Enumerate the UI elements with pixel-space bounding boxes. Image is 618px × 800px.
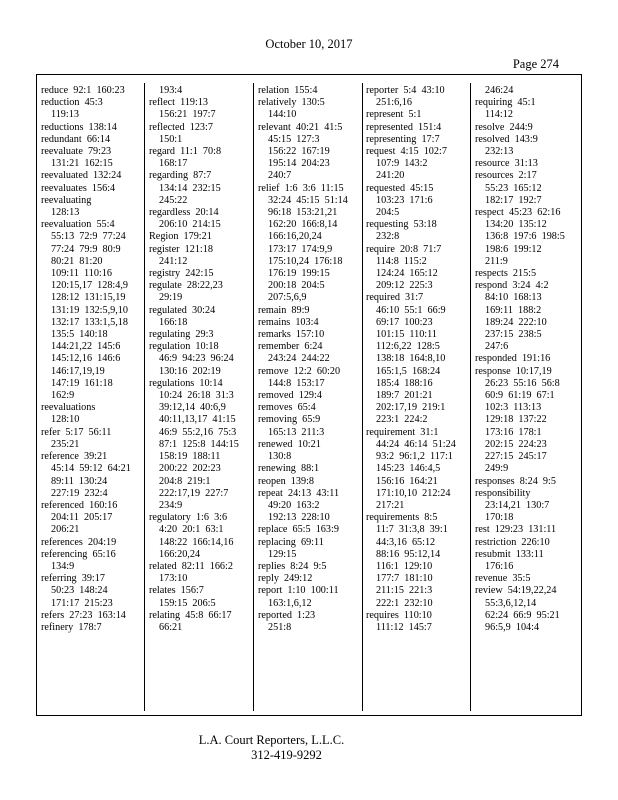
index-line-continuation: 4:20 20:1 63:1 (159, 524, 224, 536)
index-line-continuation: 145:12,16 146:6 (51, 353, 121, 365)
column-divider (470, 83, 471, 711)
index-line-continuation: 96:5,9 104:4 (485, 621, 540, 633)
index-entry: regulation 10:18 (149, 341, 219, 353)
index-entry: reevaluations (41, 402, 96, 414)
index-entry: resource 31:13 (475, 158, 538, 170)
index-line-continuation: 175:10,24 176:18 (268, 255, 343, 267)
index-entry: regulating 29:3 (149, 329, 214, 341)
index-line-continuation: 189:7 201:21 (376, 390, 433, 402)
index-line-continuation: 131:21 162:15 (51, 158, 113, 170)
index-line-continuation: 176:16 (485, 560, 514, 572)
index-line-continuation: 171:17 215:23 (51, 597, 113, 609)
index-line-continuation: 50:23 148:24 (51, 585, 108, 597)
index-line-continuation: 156:22 167:19 (268, 146, 330, 158)
index-entry: resolved 143:9 (475, 133, 538, 145)
index-line-continuation: 170:18 (485, 512, 514, 524)
index-entry: renewed 10:21 (258, 438, 321, 450)
index-column-3 (258, 85, 360, 710)
index-entry: represented 151:4 (366, 121, 442, 133)
index-entry: review 54:19,22,24 (475, 585, 557, 597)
index-line-continuation: 144:8 153:17 (268, 377, 325, 389)
index-line-continuation: 173:16 178:1 (485, 426, 542, 438)
index-entry: reevaluated 132:24 (41, 170, 122, 182)
index-line-continuation: 134:14 232:15 (159, 182, 221, 194)
index-line-continuation: 120:15,17 128:4,9 (51, 280, 128, 292)
index-entry: removed 129:4 (258, 390, 322, 402)
index-line-continuation: 132:17 133:1,5,18 (51, 316, 128, 328)
index-entry: reporter 5:4 43:10 (366, 85, 445, 96)
index-line-continuation: 232:8 (376, 231, 400, 243)
index-line-continuation: 45:15 127:3 (268, 133, 320, 145)
index-line-continuation: 10:24 26:18 31:3 (159, 390, 234, 402)
index-line-continuation: 156:16 164:21 (376, 475, 438, 487)
index-line-continuation: 171:10,10 212:24 (376, 487, 451, 499)
index-line-continuation: 130:8 (268, 451, 292, 463)
index-entry: resources 2:17 (475, 170, 537, 182)
index-line-continuation: 146:17,19,19 (51, 365, 105, 377)
index-line-continuation: 60:9 61:19 67:1 (485, 390, 555, 402)
index-line-continuation: 156:21 197:7 (159, 109, 216, 121)
index-line-continuation: 148:22 166:14,16 (159, 536, 234, 548)
index-line-continuation: 129:18 137:22 (485, 414, 547, 426)
index-entry: repeat 24:13 43:11 (258, 487, 340, 499)
footer-phone: 312-419-9292 (251, 748, 322, 762)
index-line-continuation: 204:5 (376, 207, 400, 219)
index-entry: reference 39:21 (41, 451, 108, 463)
index-line-continuation: 168:17 (159, 158, 188, 170)
index-line-continuation: 246:24 (485, 85, 514, 96)
index-line-continuation: 45:14 59:12 64:21 (51, 463, 131, 475)
index-line-continuation: 145:23 146:4,5 (376, 463, 441, 475)
index-entry: reduce 92:1 160:23 (41, 85, 125, 96)
index-line-continuation: 166:20,24 (159, 548, 201, 560)
index-line-continuation: 237:15 238:5 (485, 329, 542, 341)
index-entry: reflect 119:13 (149, 97, 209, 109)
index-entry: renewing 88:1 (258, 463, 320, 475)
index-entry: registry 242:15 (149, 268, 214, 280)
index-line-continuation: 124:24 165:12 (376, 268, 438, 280)
index-line-continuation: 176:19 199:15 (268, 268, 330, 280)
index-line-continuation: 89:11 130:24 (51, 475, 108, 487)
index-entry: responded 191:16 (475, 353, 551, 365)
index-entry: respects 215:5 (475, 268, 537, 280)
index-line-continuation: 204:8 219:1 (159, 475, 211, 487)
index-entry: regard 11:1 70:8 (149, 146, 222, 158)
index-line-continuation: 46:10 55:1 66:9 (376, 304, 446, 316)
index-column-2 (149, 85, 252, 710)
index-line-continuation: 249:9 (485, 463, 509, 475)
index-entry: requesting 53:18 (366, 219, 437, 231)
index-entry: regulated 30:24 (149, 304, 216, 316)
index-entry: references 204:19 (41, 536, 117, 548)
index-entry: represent 5:1 (366, 109, 422, 121)
index-entry: referring 39:17 (41, 573, 105, 585)
index-entry: reductions 138:14 (41, 121, 117, 133)
index-entry: representing 17:7 (366, 133, 440, 145)
index-column-1 (41, 85, 142, 710)
index-line-continuation: 102:3 113:13 (485, 402, 542, 414)
index-line-continuation: 32:24 45:15 51:14 (268, 194, 348, 206)
index-entry: refers 27:23 163:14 (41, 609, 126, 621)
index-line-continuation: 195:14 204:23 (268, 158, 330, 170)
index-line-continuation: 166:18 (159, 316, 188, 328)
index-line-continuation: 223:1 224:2 (376, 414, 428, 426)
index-line-continuation: 55:23 165:12 (485, 182, 542, 194)
index-line-continuation: 96:18 153:21,21 (268, 207, 338, 219)
index-entry: required 31:7 (366, 292, 424, 304)
index-line-continuation: 101:15 110:11 (376, 329, 437, 341)
index-entry: Region 179:21 (149, 231, 212, 243)
index-line-continuation: 136:8 197:6 198:5 (485, 231, 565, 243)
index-entry: requires 110:10 (366, 609, 432, 621)
column-divider (144, 83, 145, 711)
index-line-continuation: 166:16,20,24 (268, 231, 322, 243)
index-line-continuation: 23:14,21 130:7 (485, 499, 550, 511)
index-line-continuation: 200:22 202:23 (159, 463, 221, 475)
index-entry: removes 65:4 (258, 402, 316, 414)
index-column-4 (366, 85, 469, 710)
index-line-continuation: 251:6,16 (376, 97, 412, 109)
index-line-continuation: 182:17 192:7 (485, 194, 542, 206)
index-line-continuation: 77:24 79:9 80:9 (51, 243, 121, 255)
index-line-continuation: 204:11 205:17 (51, 512, 113, 524)
index-entry: register 121:18 (149, 243, 213, 255)
index-entry: regardless 20:14 (149, 207, 219, 219)
index-line-continuation: 116:1 129:10 (376, 560, 433, 572)
index-entry: relation 155:4 (258, 85, 318, 96)
page-number: Page 274 (512, 57, 559, 71)
index-line-continuation: 159:15 206:5 (159, 597, 216, 609)
index-line-continuation: 165:1,5 168:24 (376, 365, 441, 377)
index-line-continuation: 147:19 161:18 (51, 377, 113, 389)
index-entry: remarks 157:10 (258, 329, 325, 341)
index-line-continuation: 112:6,22 128:5 (376, 341, 440, 353)
index-entry: referenced 160:16 (41, 499, 118, 511)
index-line-continuation: 69:17 100:23 (376, 316, 433, 328)
index-entry: relevant 40:21 41:5 (258, 121, 343, 133)
index-line-continuation: 162:20 166:8,14 (268, 219, 338, 231)
index-entry: regulatory 1:6 3:6 (149, 512, 228, 524)
index-entry: responsibility (475, 487, 531, 499)
index-entry: relatively 130:5 (258, 97, 325, 109)
index-line-continuation: 206:21 (51, 524, 80, 536)
index-entry: refer 5:17 56:11 (41, 426, 112, 438)
index-entry: resolve 244:9 (475, 121, 533, 133)
index-line-continuation: 103:23 171:6 (376, 194, 433, 206)
index-entry: referencing 65:16 (41, 548, 116, 560)
index-line-continuation: 138:18 164:8,10 (376, 353, 446, 365)
index-line-continuation: 44:3,16 65:12 (376, 536, 436, 548)
index-line-continuation: 46:9 55:2,16 75:3 (159, 426, 237, 438)
index-line-continuation: 111:12 145:7 (376, 621, 432, 633)
index-entry: reevaluating (41, 194, 92, 206)
index-entry: response 10:17,19 (475, 365, 552, 377)
index-line-continuation: 173:10 (159, 573, 188, 585)
index-line-continuation: 131:19 132:5,9,10 (51, 304, 128, 316)
index-line-continuation: 177:7 181:10 (376, 573, 433, 585)
index-line-continuation: 119:13 (51, 109, 79, 121)
index-entry: replace 65:5 163:9 (258, 524, 339, 536)
index-line-continuation: 107:9 143:2 (376, 158, 428, 170)
index-line-continuation: 128:10 (51, 414, 80, 426)
index-entry: relating 45:8 66:17 (149, 609, 232, 621)
index-line-continuation: 80:21 81:20 (51, 255, 103, 267)
index-line-continuation: 39:12,14 40:6,9 (159, 402, 226, 414)
index-line-continuation: 163:1,6,12 (268, 597, 312, 609)
index-line-continuation: 66:21 (159, 621, 183, 633)
index-entry: rest 129:23 131:11 (475, 524, 557, 536)
index-line-continuation: 150:1 (159, 133, 183, 145)
index-line-continuation: 169:11 188:2 (485, 304, 542, 316)
index-line-continuation: 211:15 221:3 (376, 585, 433, 597)
index-entry: relates 156:7 (149, 585, 204, 597)
index-line-continuation: 240:7 (268, 170, 292, 182)
index-line-continuation: 84:10 168:13 (485, 292, 542, 304)
index-line-continuation: 44:24 46:14 51:24 (376, 438, 456, 450)
column-divider (253, 83, 254, 711)
index-entry: requiring 45:1 (475, 97, 536, 109)
index-line-continuation: 200:18 204:5 (268, 280, 325, 292)
index-line-continuation: 207:5,6,9 (268, 292, 307, 304)
index-column-5 (475, 85, 579, 710)
index-line-continuation: 87:1 125:8 144:15 (159, 438, 239, 450)
index-line-continuation: 26:23 55:16 56:8 (485, 377, 560, 389)
index-entry: revenue 35:5 (475, 573, 531, 585)
index-entry: reflected 123:7 (149, 121, 213, 133)
index-line-continuation: 227:15 245:17 (485, 451, 547, 463)
index-entry: remain 89:9 (258, 304, 310, 316)
index-line-continuation: 241:20 (376, 170, 405, 182)
index-line-continuation: 40:11,13,17 41:15 (159, 414, 236, 426)
index-line-continuation: 209:12 225:3 (376, 280, 433, 292)
index-line-continuation: 247:6 (485, 341, 509, 353)
index-entry: respond 3:24 4:2 (475, 280, 549, 292)
index-line-continuation: 109:11 110:16 (51, 268, 112, 280)
index-entry: remove 12:2 60:20 (258, 365, 341, 377)
index-entry: respect 45:23 62:16 (475, 207, 561, 219)
index-entry: regarding 87:7 (149, 170, 212, 182)
index-entry: resubmit 133:11 (475, 548, 544, 560)
index-line-continuation: 232:13 (485, 146, 514, 158)
index-line-continuation: 193:4 (159, 85, 183, 96)
index-entry: reevaluates 156:4 (41, 182, 116, 194)
index-line-continuation: 135:5 140:18 (51, 329, 108, 341)
index-line-continuation: 235:21 (51, 438, 80, 450)
index-line-continuation: 55:13 72:9 77:24 (51, 231, 126, 243)
index-entry: reported 1:23 (258, 609, 316, 621)
index-line-continuation: 206:10 214:15 (159, 219, 221, 231)
index-line-continuation: 222:1 232:10 (376, 597, 433, 609)
index-entry: relief 1:6 3:6 11:15 (258, 182, 344, 194)
index-entry: redundant 66:14 (41, 133, 111, 145)
index-line-continuation: 128:13 (51, 207, 80, 219)
index-line-continuation: 165:13 211:3 (268, 426, 325, 438)
index-line-continuation: 88:16 95:12,14 (376, 548, 441, 560)
index-line-continuation: 202:15 224:23 (485, 438, 547, 450)
index-line-continuation: 129:15 (268, 548, 297, 560)
index-line-continuation: 93:2 96:1,2 117:1 (376, 451, 453, 463)
word-index-table (36, 74, 582, 716)
index-line-continuation: 158:19 188:11 (159, 451, 221, 463)
footer-company: L.A. Court Reporters, L.L.C. (198, 733, 345, 747)
index-entry: responses 8:24 9:5 (475, 475, 556, 487)
index-line-continuation: 243:24 244:22 (268, 353, 330, 365)
index-line-continuation: 130:16 202:19 (159, 365, 221, 377)
index-line-continuation: 144:10 (268, 109, 297, 121)
index-entry: reevaluation 55:4 (41, 219, 115, 231)
index-line-continuation: 202:17,19 219:1 (376, 402, 446, 414)
index-entry: remember 6:24 (258, 341, 323, 353)
index-line-continuation: 222:17,19 227:7 (159, 487, 229, 499)
index-entry: requirements 8:5 (366, 512, 438, 524)
index-entry: replacing 69:11 (258, 536, 324, 548)
index-line-continuation: 144:21,22 145:6 (51, 341, 121, 353)
index-line-continuation: 173:17 174:9,9 (268, 243, 333, 255)
index-entry: reply 249:12 (258, 573, 313, 585)
index-line-continuation: 29:19 (159, 292, 183, 304)
index-line-continuation: 162:9 (51, 390, 75, 402)
index-line-continuation: 62:24 66:9 95:21 (485, 609, 560, 621)
index-line-continuation: 245:22 (159, 194, 188, 206)
index-entry: require 20:8 71:7 (366, 243, 442, 255)
column-divider (362, 83, 363, 711)
index-line-continuation: 234:9 (159, 499, 183, 511)
index-entry: refinery 178:7 (41, 621, 102, 633)
index-line-continuation: 189:24 222:10 (485, 316, 547, 328)
index-line-continuation: 46:9 94:23 96:24 (159, 353, 234, 365)
index-entry: requirement 31:1 (366, 426, 439, 438)
index-entry: reopen 139:8 (258, 475, 315, 487)
index-entry: restriction 226:10 (475, 536, 550, 548)
index-line-continuation: 241:12 (159, 255, 188, 267)
index-entry: report 1:10 100:11 (258, 585, 339, 597)
index-line-continuation: 227:19 232:4 (51, 487, 108, 499)
index-entry: replies 8:24 9:5 (258, 560, 327, 572)
index-line-continuation: 251:8 (268, 621, 292, 633)
index-entry: remains 103:4 (258, 316, 319, 328)
deposition-date: October 10, 2017 (265, 37, 353, 51)
index-line-continuation: 134:20 135:12 (485, 219, 547, 231)
index-line-continuation: 128:12 131:15,19 (51, 292, 126, 304)
index-line-continuation: 114:8 115:2 (376, 255, 427, 267)
index-line-continuation: 192:13 228:10 (268, 512, 330, 524)
index-line-continuation: 198:6 199:12 (485, 243, 542, 255)
index-line-continuation: 217:21 (376, 499, 405, 511)
index-line-continuation: 185:4 188:16 (376, 377, 433, 389)
index-line-continuation: 11:7 31:3,8 39:1 (376, 524, 448, 536)
index-line-continuation: 114:12 (485, 109, 513, 121)
index-entry: related 82:11 166:2 (149, 560, 233, 572)
index-entry: regulate 28:22,23 (149, 280, 223, 292)
index-entry: reevaluate 79:23 (41, 146, 112, 158)
index-line-continuation: 134:9 (51, 560, 75, 572)
index-entry: request 4:15 102:7 (366, 146, 447, 158)
index-entry: reduction 45:3 (41, 97, 103, 109)
index-entry: regulations 10:14 (149, 377, 223, 389)
index-line-continuation: 49:20 163:2 (268, 499, 320, 511)
index-entry: requested 45:15 (366, 182, 434, 194)
index-entry: removing 65:9 (258, 414, 321, 426)
index-line-continuation: 55:3,6,12,14 (485, 597, 537, 609)
index-line-continuation: 211:9 (485, 255, 508, 267)
